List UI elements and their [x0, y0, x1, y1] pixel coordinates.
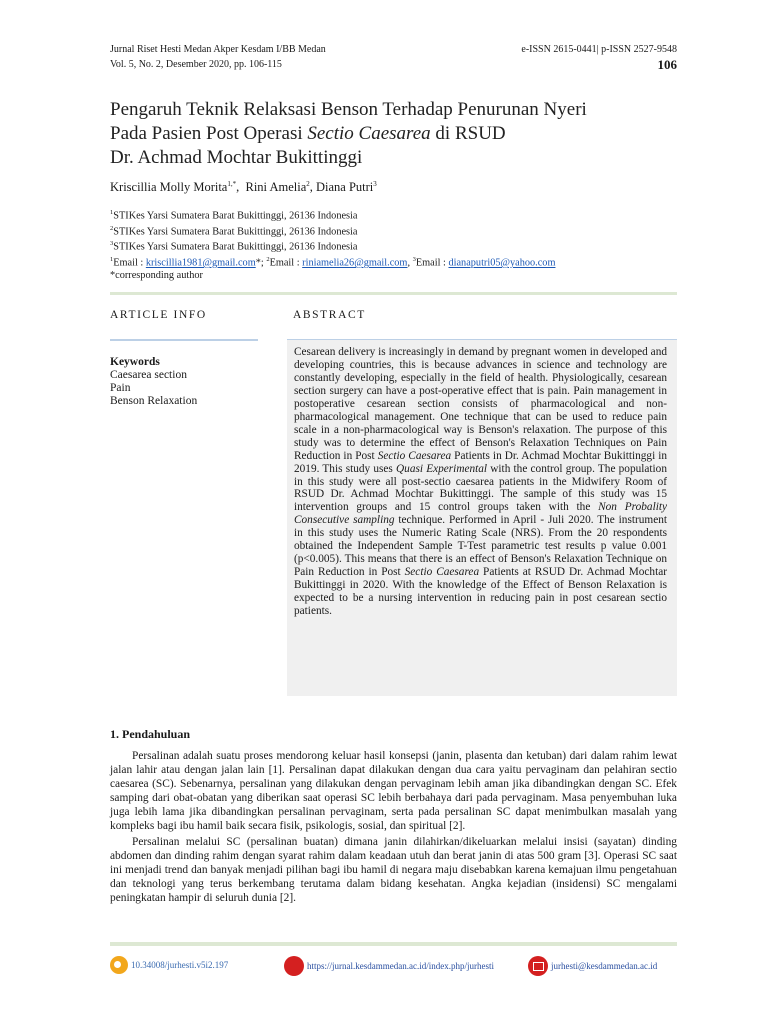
article-title [110, 98, 690, 170]
globe-icon [284, 956, 304, 976]
divider [110, 339, 258, 341]
paragraph: Persalinan adalah suatu proses mendorong keluar hasil konsepsi (janin, plasenta dan ketuban) dari dalam rahim lewat jalan lahir atau dengan jalan lain [1]. Persalinan dapat dilakukan dengan dua cara yaitu pervaginam dan pelahiran sectio caesarea (SC). Sebenarnya, persalinan yang dilakukan dengan pervaginam lebih aman jika dibandingkan dengan SC. Efek samping dari obat-obatan yang diberikan saat operasi SC lebih berbahaya dari pada pervaginam. Masa penyembuhan luka juga lebih lama jika dibandingkan persalinan pervaginam, serta pada persalinan SC dapat menimbulkan masalah yang kompleks bagi ibu hamil baik secara fisik, psikologis, sosial, dan spiritual [2]. [110, 750, 677, 833]
affiliation-line: $^2$STIKes Yarsi Sumatera Barat Bukittinggi, 26136 Indonesia [110, 224, 358, 238]
email-link-2[interactable]: riniamelia26@gmail.com [302, 257, 408, 269]
volume-info: Vol. 5, No. 2, Desember 2020, pp. 106-115 [110, 59, 282, 70]
author-name: Kriscillia Molly Morita [110, 180, 228, 195]
corresponding-note: *corresponding author [110, 269, 203, 281]
title-line-3: Dr. Achmad Mochtar Bukittinggi [110, 147, 363, 168]
keyword-item: Benson Relaxation [110, 395, 198, 407]
issn: e-ISSN 2615-0441| p-ISSN 2527-9548 [521, 44, 677, 55]
keywords-heading: Keywords [110, 356, 160, 368]
intro-body [110, 749, 677, 906]
email-link-3[interactable]: dianaputri05@yahoo.com [448, 257, 556, 269]
affiliation-line: $^1$STIKes Yarsi Sumatera Barat Bukittinggi, 26136 Indonesia [110, 209, 358, 222]
journal-url-link[interactable]: https://jurnal.kesdammedan.ac.id/index.php/jurhesti [284, 956, 494, 976]
email-line: $^1$Email : kriscillia1981@gmail.com*; $^2$Email : riniamelia26@gmail.com, $^3$Email : dianaputri05@yahoo.com [110, 256, 556, 269]
divider [110, 292, 677, 295]
footer-divider [110, 942, 677, 946]
journal-email-link[interactable]: jurhesti@kesdammedan.ac.id [528, 956, 657, 976]
doi-link[interactable]: 10.34008/jurhesti.v5i2.197 [110, 956, 228, 974]
email-link-1[interactable]: kriscillia1981@gmail.com [145, 257, 256, 269]
mail-icon [528, 956, 548, 976]
keywords [110, 356, 197, 408]
journal-name: Jurnal Riset Hesti Medan Akper Kesdam I/BB Medan [110, 44, 326, 55]
section-heading: 1. Pendahuluan [110, 727, 191, 741]
author-name: Diana Putri [316, 180, 374, 195]
author-list: Kriscillia Molly Morita$^{1,*}$, Rini Amelia$^2$, Diana Putri$^3$ [110, 180, 377, 195]
abstract-label: ABSTRACT [293, 309, 366, 321]
running-header [110, 42, 677, 72]
title-line-1: Pengaruh Teknik Relaksasi Benson Terhadap Penurunan Nyeri [110, 99, 587, 120]
page-footer [110, 953, 680, 975]
page-number: 106 [657, 57, 677, 72]
paragraph: Persalinan melalui SC (persalinan buatan) dimana janin dilahirkan/dikeluarkan melalui insisi (sayatan) dinding abdomen dan dinding rahim dengan syarat rahim dalam keadaan utuh dan berat janin di atas 500 gram [3]. Operasi SC saat ini menjadi trend dan banyak menjadi pilihan bagi ibu hamil di negara maju disebabkan karena kemajuan ilmu pengetahuan dan teknologi yang terus berkembang terutama dalam bidang kesehatan. Angka kejadian (insidensi) SC mengalami peningkatan hampir di seluruh dunia [2]. [110, 835, 677, 904]
author-name: Rini Amelia [245, 180, 307, 195]
title-line-2: Pada Pasien Post Operasi Sectio Caesarea di RSUD [110, 123, 506, 144]
article-info-label: ARTICLE INFO [110, 309, 207, 321]
keyword-item: Caesarea section [110, 369, 187, 381]
abstract-text: Cesarean delivery is increasingly in demand by pregnant women in developed and developing countries, this is because advances in science and technology are constantly developing, especially in the field of health. Physiologically, cesarean section surgery can have a post-operative effect that is pain. Pain management in postoperative cesarean section consists of pharmacological and non-pharmacological management. One technique that can be used to reduce pain scale in a non-pharmacological way is Benson's relaxation. The purpose of this study was to determine the effect of Benson's Relaxation Techniques on Pain Reduction in Post Sectio Caesarea Patients in Dr. Achmad Mochtar Bukittinggi in 2019. This study uses Quasi Experimental with the control group. The population in this study were all post-sectio caesarea patients in the Midwifery Room of RSUD Dr. Achmad Mochtar Bukittinggi. The sample of this study was 15 intervention groups and 15 control groups taken with the Non Probality Consecutive sampling technique. Performed in April - Juli 2020. The instrument in this study uses the Numeric Rating Scale (NRS). From the 20 respondents obtained the Independent Sample T-Test parametric test results p value 0.001 (p<0.005). This means that there is an effect of Benson's Relaxation Technique on Pain Reduction in Post Sectio Caesarea Patients at RSUD Dr. Achmad Mochtar Bukittinggi in 2020. With the knowledge of the Effect of Benson Relaxation is expected to be a nursing intervention in reducing pain in post cesarean sectio patients. [294, 346, 667, 618]
abstract-box [287, 340, 677, 696]
affiliation-line: $^3$STIKes Yarsi Sumatera Barat Bukittinggi, 26136 Indonesia [110, 240, 358, 253]
keyword-item: Pain [110, 382, 131, 394]
affiliations [110, 207, 680, 282]
doi-icon [110, 956, 128, 974]
